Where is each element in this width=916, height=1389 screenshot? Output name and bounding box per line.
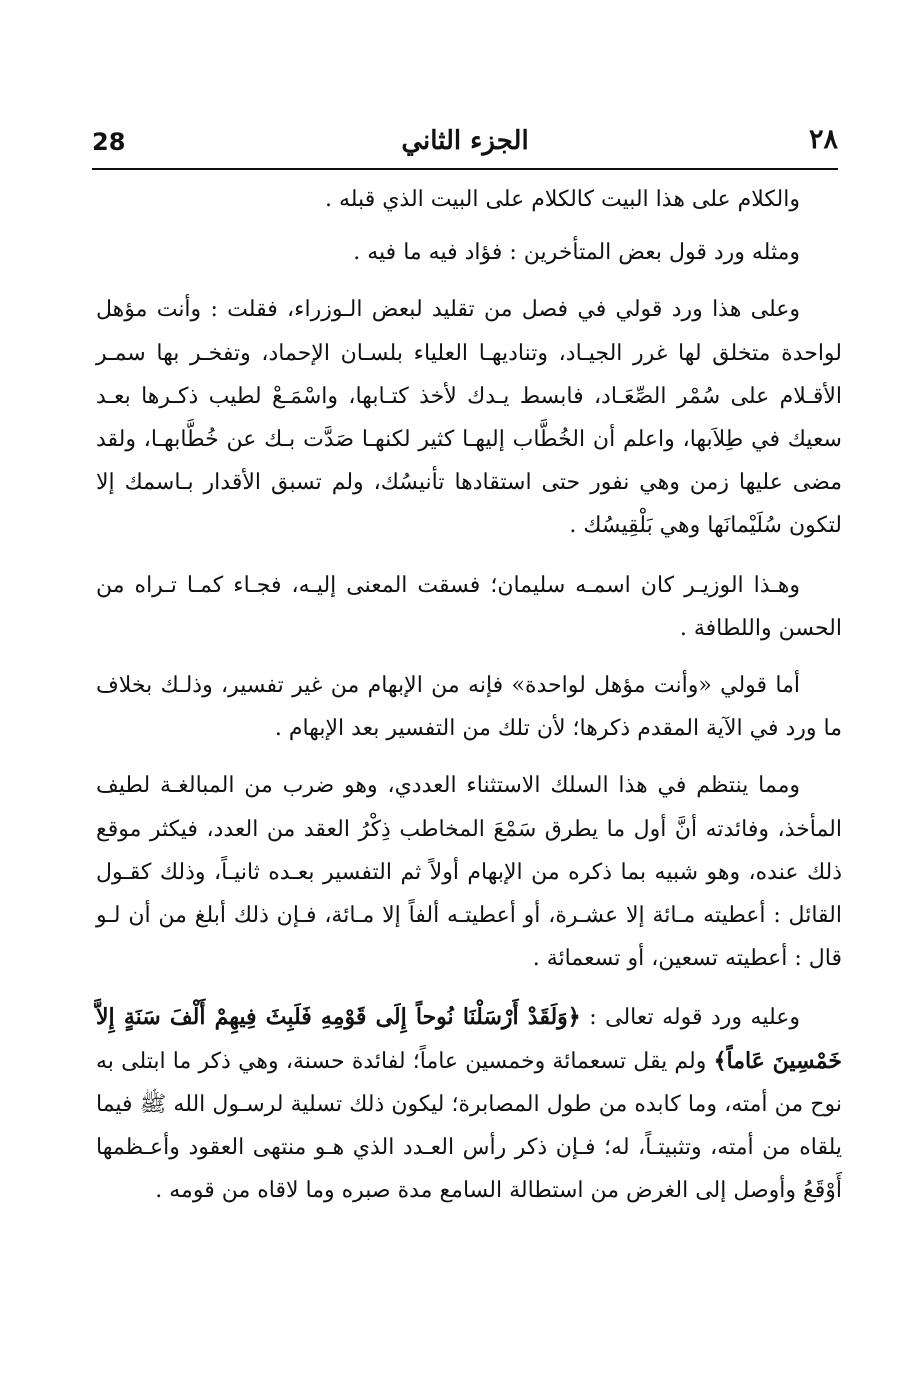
running-title: الجزء الثاني (401, 126, 529, 156)
page-number-latin: 28 (92, 128, 126, 156)
paragraph-3: وعلى هذا ورد قولي في فصل من تقليد لبعض الـوزراء، فقلت : وأنت مؤهل لواحدة متخلق لها غرر الجيـاد، وتناديهـا العلياء بلسـان الإحماد، وتفخـر بها سمـر الأقـلام على سُمْر الصِّعَـاد، فابسط يـدك لأخذ كتـابها، واسْمَـعْ لطيب ذكـرها بعـد سعيك في طِلاَبها، واعلم أن الخُطَّاب إليهـا كثير لكنهـا صَدَّت بـك عن خُطَّابهـا، ولقد مضى عليها زمن وهي نفور حتى استقادها تأنيسُك، ولم تسبق الأقدار بـاسمك إلا لتكون سُلَيْمانَها وهي بَلْقِيسُك . (96, 297, 842, 539)
paragraph-1: والكلام على هذا البيت كالكلام على البيت الذي قبله . (324, 187, 800, 212)
quran-verse: ﴿وَلَقَدْ أَرْسَلْنَا نُوحاً إِلَى قَوْمِهِ فَلَبِثَ فِيهِمْ أَلْفَ سَنَةٍ إِلاَّ خَمْسِينَ عَاماً﴾ (96, 1004, 842, 1074)
paragraph-5: أما قولي «وأنت مؤهل لواحدة» فإنه من الإبهام من غير تفسير، وذلـك بخلاف ما ورد في الآية المقدم ذكرها؛ لأن تلك من التفسير بعد الإبهام . (96, 673, 842, 742)
paragraph-2: ومثله ورد قول بعض المتأخرين : فؤاد فيه ما فيه . (353, 240, 800, 266)
paragraph-7-lead: وعليه ورد قوله تعالى : (580, 1005, 800, 1031)
page-body (96, 178, 842, 1212)
paragraph-4: وهـذا الوزيـر كان اسمـه سليمان؛ فسقت المعنى إليـه، فجـاء كمـا تـراه من الحسن واللطافة . (96, 572, 842, 641)
page-number-arabic: ٢٨ (808, 124, 838, 155)
paragraph-7 (96, 996, 842, 1212)
page-header (92, 122, 838, 166)
paragraph-6: ومما ينتظم في هذا السلك الاستثناء العددي، وهو ضرب من المبالغـة لطيف المأخذ، وفائدته أنَّ أول ما يطرق سَمْعَ المخاطب ذِكْرُ العقد من العدد، فيكثر موقع ذلك عنده، وهو شبيه بما ذكره من الإبهام أولاً ثم التفسير بعـده ثانيـاً، وذلك كقـول القائل : أعطيته مـائة إلا عشـرة، أو أعطيتـه ألفاً إلا مـائة، فـإن ذلك أبلغ من أن لـو قال : أعطيته تسعين، أو تسعمائة . (96, 773, 842, 972)
paragraph-7-rest: ولم يقل تسعمائة وخمسين عاماً؛ لفائدة حسنة، وهي ذكر ما ابتلى به نوح من أمته، وما كابده من طول المصابرة؛ ليكون ذلك تسلية لرسـول الله ﷺ فيما يلقاه من أمته، وتثبيتـاً، له؛ فـإن ذكر رأس العـدد الذي هـو منتهى العقود وأعـظمها أَوْقَعُ وأوصل إلى الغرض من استطالة السامع مدة صبره وما لاقاه من قومه . (96, 1048, 842, 1204)
header-divider (92, 168, 838, 170)
